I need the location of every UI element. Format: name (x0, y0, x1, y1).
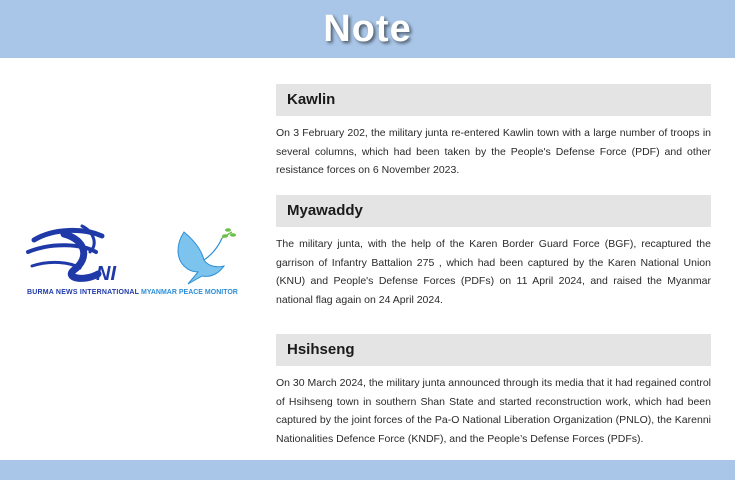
svg-text:NI: NI (96, 263, 116, 285)
bni-caption: BURMA NEWS INTERNATIONAL (27, 289, 140, 296)
section-heading: Myawaddy (276, 195, 711, 227)
section-kawlin (276, 84, 711, 180)
logos-area (24, 222, 244, 302)
footer-bar (0, 460, 735, 480)
section-hsihseng (276, 334, 711, 449)
bni-logo-icon (24, 222, 136, 298)
page-title: Note (323, 8, 412, 50)
section-text: On 3 February 202, the military junta re-entered Kawlin town with a large number of troops in several columns, which had been taken by the People's Defense Force (PDF) and other resistance forces on 6 November 2023. (276, 127, 711, 177)
section-text: The military junta, with the help of the Karen Border Guard Force (BGF), recaptured the garrison of Infantry Battalion 275 , which had been captured by the Karen National Union (KNU) and People's Defense Forces (PDFs) on 11 April 2024, and raised the Myanmar national flag again on 24 April 2024. (276, 238, 711, 307)
mpm-caption: MYANMAR PEACE MONITOR (141, 289, 238, 296)
section-heading: Kawlin (276, 84, 711, 116)
section-heading: Hsihseng (276, 334, 711, 366)
dove-logo-icon (162, 222, 242, 298)
header-bar (0, 0, 735, 58)
section-text: On 30 March 2024, the military junta announced through its media that it had regained control of Hsihseng town in southern Shan State and started reconstruction work, which had been captured by the joint forces of the Pa-O National Liberation Organization (PNLO), the Karenni Nationalities Defence Force (KNDF), and the People’s Defense Forces (PDFs). (276, 377, 711, 446)
section-myawaddy (276, 195, 711, 310)
